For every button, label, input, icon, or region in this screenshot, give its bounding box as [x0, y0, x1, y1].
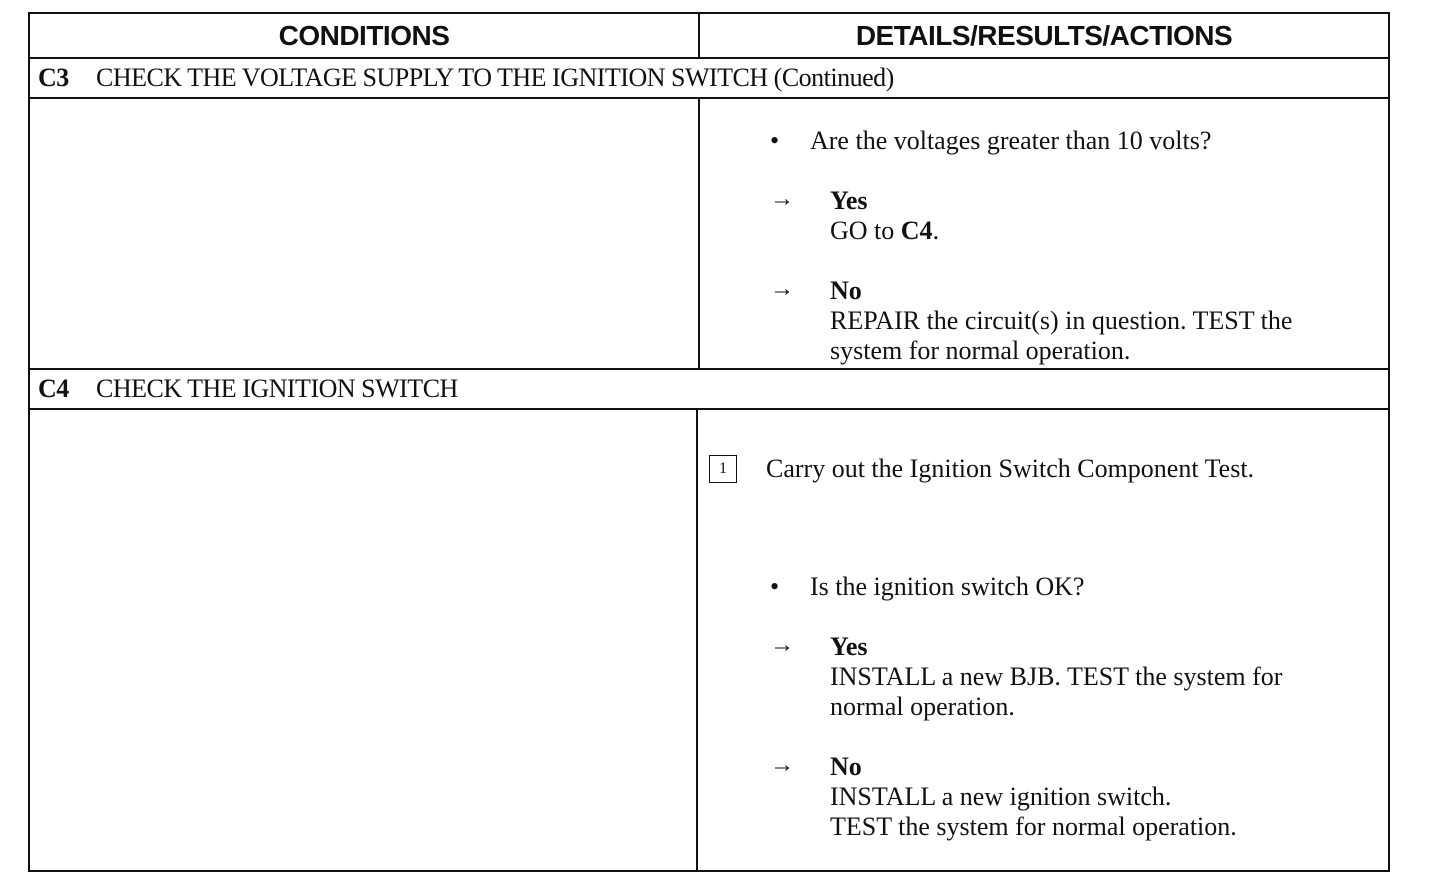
step-id: C3 — [38, 63, 69, 92]
question-text: Is the ignition switch OK? — [810, 572, 1085, 601]
no-label: No — [830, 276, 862, 305]
column-divider — [698, 97, 700, 370]
arrow-right-icon: → — [770, 186, 794, 212]
column-divider — [696, 408, 698, 870]
bullet-icon: • — [770, 572, 780, 601]
arrow-right-icon: → — [770, 632, 794, 658]
step-number-box: 1 — [709, 455, 737, 483]
no-action-text: REPAIR the circuit(s) in question. TEST the system for normal operation. — [830, 306, 1293, 365]
step-title: CHECK THE IGNITION SWITCH — [96, 374, 458, 403]
step-c4-title-row — [30, 370, 1388, 408]
c4-no-answer — [770, 752, 1370, 852]
question-text: Are the voltages greater than 10 volts? — [810, 126, 1212, 155]
diagnostic-table — [28, 12, 1390, 872]
step-id: C4 — [38, 374, 69, 403]
yes-action-text: INSTALL a new BJB. TEST the system for normal operation. — [830, 662, 1283, 721]
step-title: CHECK THE VOLTAGE SUPPLY TO THE IGNITION SWITCH (Continued) — [96, 63, 894, 92]
yes-action-text: GO to C4. — [830, 216, 940, 245]
c4-yes-answer — [770, 632, 1370, 722]
arrow-right-icon: → — [770, 752, 794, 778]
conditions-header: CONDITIONS — [278, 19, 450, 51]
yes-label: Yes — [830, 186, 868, 215]
yes-label: Yes — [830, 632, 868, 661]
step-c3-title-row — [30, 59, 1388, 97]
c3-yes-answer — [770, 186, 1370, 246]
arrow-right-icon: → — [770, 276, 794, 302]
no-label: No — [830, 752, 862, 781]
step-instruction: Carry out the Ignition Switch Component Test. — [766, 454, 1255, 483]
c3-no-answer — [770, 276, 1370, 366]
bullet-icon: • — [770, 126, 780, 155]
divider — [30, 97, 1388, 99]
question-c3 — [770, 126, 1211, 156]
column-divider — [698, 14, 700, 59]
question-c4 — [770, 572, 1084, 602]
divider — [30, 408, 1388, 410]
details-header: DETAILS/RESULTS/ACTIONS — [855, 19, 1233, 51]
no-action-text: INSTALL a new ignition switch. TEST the system for normal operation. — [830, 782, 1237, 841]
